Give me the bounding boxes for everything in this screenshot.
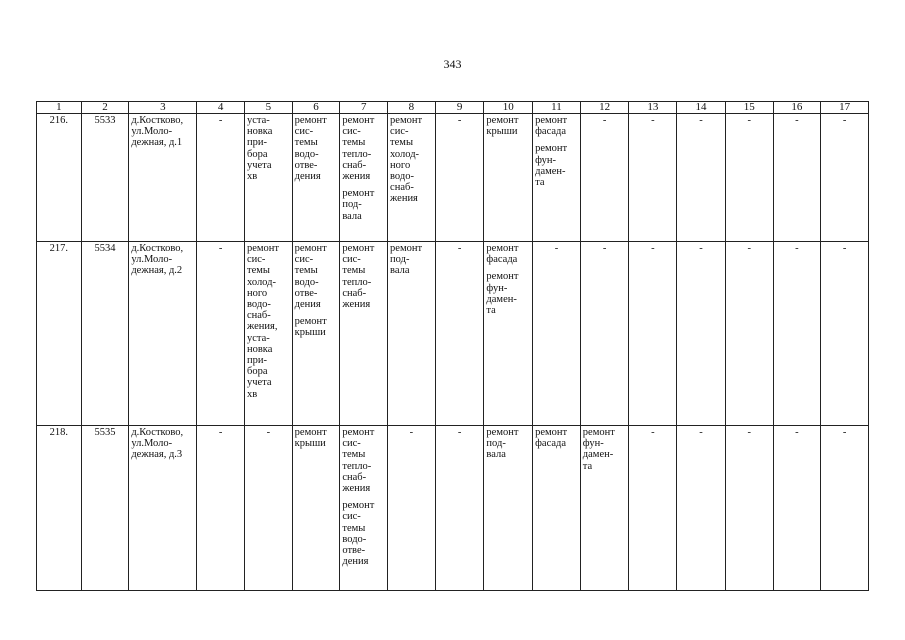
work-item: ремонт сис- темы водо- отве- дения [294,243,327,311]
table-row [37,114,869,242]
building-id: 5535 [81,426,129,591]
building-id: 5534 [81,242,129,426]
work-item: ремонт фун- дамен- та [535,143,568,189]
work-cell-col-9: - [435,426,484,591]
column-number-7: 7 [340,102,388,114]
column-number-17: 17 [821,102,869,114]
work-item: ремонт сис- темы тепло- снаб- жения [342,427,375,495]
work-cell-col-13: - [629,426,677,591]
column-number-1: 1 [37,102,82,114]
work-cell-col-7 [340,114,388,242]
work-item: ремонт фасада [486,243,519,266]
work-cell-col-14: - [677,114,726,242]
work-cell-col-9: - [435,242,484,426]
work-cell-col-15: - [725,114,773,242]
column-number-10: 10 [484,102,533,114]
building-address: д.Костково, ул.Моло- дежная, д.2 [129,242,197,426]
work-cell-col-8: - [388,426,436,591]
work-cell-col-5 [244,114,292,242]
work-cell-col-8 [388,242,436,426]
work-cell-col-11: - [533,242,581,426]
work-item: уста- новка при- бора учета хв [246,115,273,183]
work-cell-col-4: - [197,242,245,426]
work-item: ремонт сис- темы водо- отве- дения [294,115,327,183]
work-item: ремонт сис- темы тепло- снаб- жения [342,115,375,183]
work-cell-col-17: - [821,114,869,242]
work-item: ремонт сис- темы холод- ного водо- снаб- жения, уста- новка при- бора учета хв [246,243,279,400]
building-id: 5533 [81,114,129,242]
work-cell-col-6 [292,426,340,591]
repair-schedule-table [36,101,869,591]
work-cell-col-12 [580,426,629,591]
work-cell-col-15: - [725,426,773,591]
column-number-3: 3 [129,102,197,114]
work-cell-col-10 [484,426,533,591]
work-item: ремонт крыши [294,316,327,339]
work-cell-col-5 [244,242,292,426]
work-cell-col-12: - [580,242,629,426]
work-item: ремонт фун- дамен- та [582,427,615,472]
column-number-16: 16 [773,102,821,114]
table-row [37,426,869,591]
work-cell-col-11 [533,114,581,242]
work-cell-col-13: - [629,242,677,426]
column-number-6: 6 [292,102,340,114]
work-item: ремонт под- вала [390,243,423,277]
column-number-15: 15 [725,102,773,114]
column-number-14: 14 [677,102,726,114]
page-number: 343 [443,57,462,71]
work-cell-col-10 [484,242,533,426]
work-cell-col-16: - [773,426,821,591]
work-cell-col-14: - [677,242,726,426]
work-item: ремонт фасада [535,427,568,450]
row-number: 218. [37,426,82,591]
work-item: ремонт сис- темы водо- отве- дения [342,500,375,568]
table-row [37,242,869,426]
work-cell-col-17: - [821,426,869,591]
column-number-4: 4 [197,102,245,114]
work-cell-col-6 [292,242,340,426]
row-number: 217. [37,242,82,426]
work-cell-col-11 [533,426,581,591]
row-number: 216. [37,114,82,242]
column-number-5: 5 [244,102,292,114]
work-cell-col-6 [292,114,340,242]
work-cell-col-16: - [773,114,821,242]
work-cell-col-7 [340,242,388,426]
work-cell-col-4: - [197,426,245,591]
work-item: ремонт крыши [486,115,519,138]
work-cell-col-16: - [773,242,821,426]
work-cell-col-15: - [725,242,773,426]
building-address: д.Костково, ул.Моло- дежная, д.3 [129,426,197,591]
column-number-row [37,102,869,114]
work-cell-col-9: - [435,114,484,242]
work-item: ремонт под- вала [342,188,375,222]
column-number-11: 11 [533,102,581,114]
work-cell-col-17: - [821,242,869,426]
work-item: ремонт фун- дамен- та [486,271,519,317]
work-item: ремонт под- вала [486,427,519,461]
work-item: ремонт сис- темы холод- ного водо- снаб- жения [390,115,423,205]
work-cell-col-8 [388,114,436,242]
work-cell-col-4: - [197,114,245,242]
work-cell-col-10 [484,114,533,242]
work-item: ремонт сис- темы тепло- снаб- жения [342,243,375,311]
work-cell-col-13: - [629,114,677,242]
column-number-2: 2 [81,102,129,114]
column-number-13: 13 [629,102,677,114]
work-cell-col-5: - [244,426,292,591]
column-number-12: 12 [580,102,629,114]
work-item: ремонт крыши [294,427,327,450]
work-cell-col-12: - [580,114,629,242]
column-number-9: 9 [435,102,484,114]
column-number-8: 8 [388,102,436,114]
building-address: д.Костково, ул.Моло- дежная, д.1 [129,114,197,242]
work-cell-col-14: - [677,426,726,591]
work-item: ремонт фасада [535,115,568,138]
work-cell-col-7 [340,426,388,591]
